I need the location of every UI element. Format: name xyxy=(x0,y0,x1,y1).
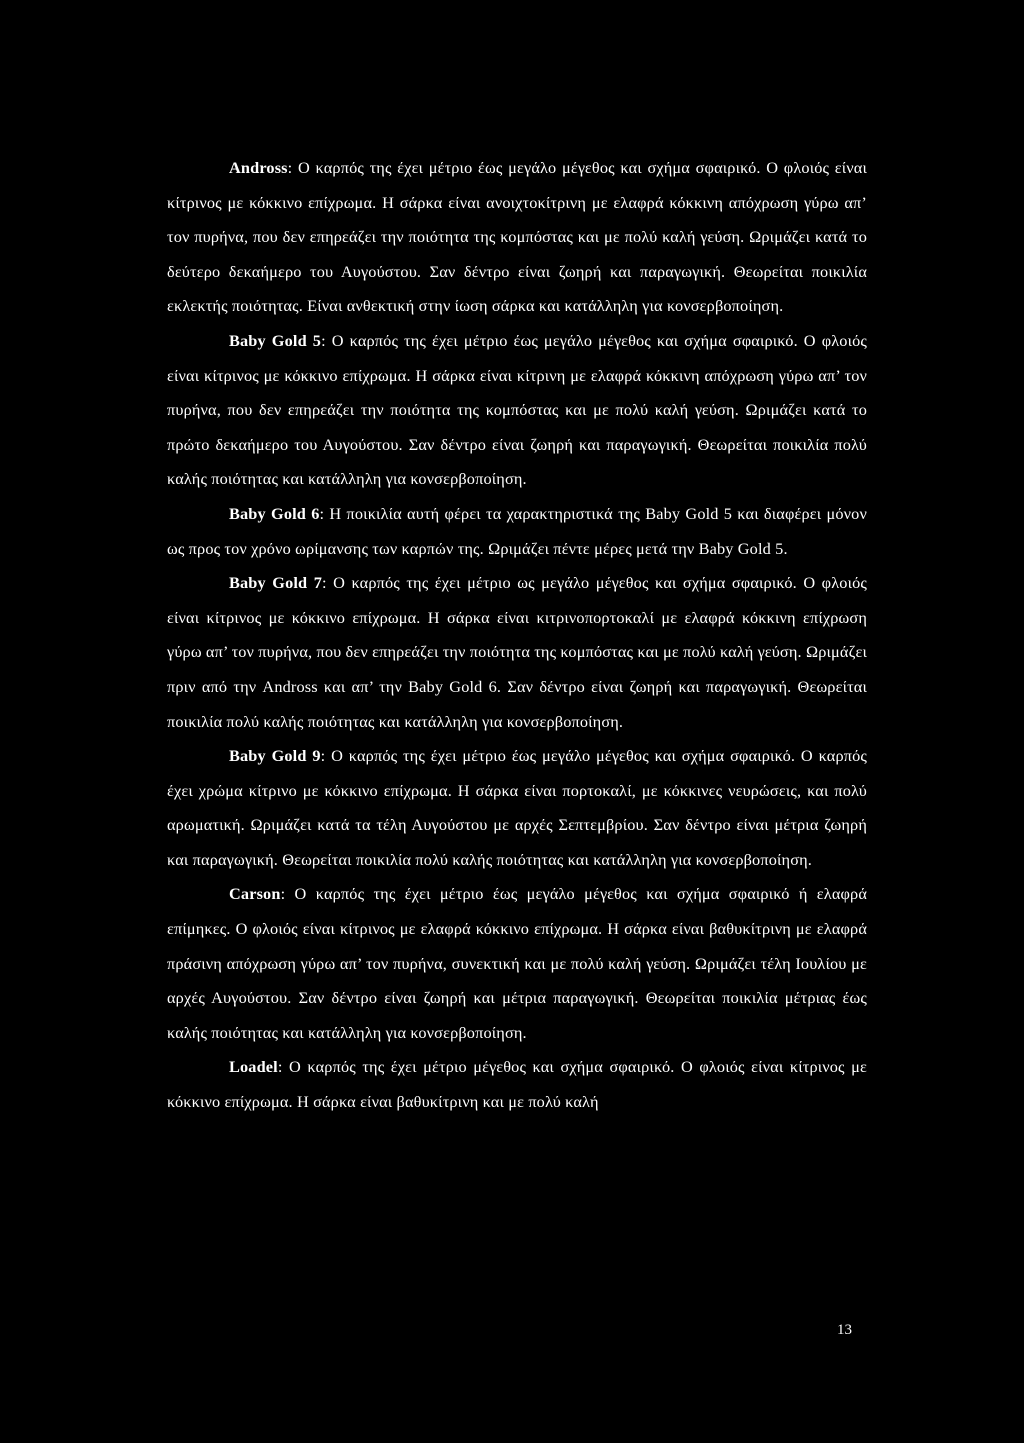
variety-name: Baby Gold 9 xyxy=(229,746,321,766)
variety-paragraph-baby-gold-7 xyxy=(167,566,867,739)
variety-name: Baby Gold 5 xyxy=(229,330,322,350)
document-page xyxy=(167,151,867,1120)
variety-description: : Ο καρπός της έχει μέτριο έως μεγάλο μέγεθος και σχήμα σφαιρικό. Ο φλοιός είναι κίτρινος με κόκκινο επίχρωμα. Η σάρκα είναι κίτρινη με ελαφρά κόκκινη απόχρωση γύρω απ’ τον πυρήνα, που δεν επηρεάζει την ποιότητα της κομπόστας και με πολύ καλή γεύση. Ωριμάζει κατά το πρώτο δεκαήμερο του Αυγούστου. Σαν δέντρο είναι ζωηρή και παραγωγική. Θεωρείται ποικιλία πολύ καλής ποιότητας και κατάλληλη για κονσερβοποίηση. xyxy=(167,330,867,489)
variety-description: : Η ποικιλία αυτή φέρει τα χαρακτηριστικά της Baby Gold 5 και διαφέρει μόνον ως προς τον χρόνο ωρίμανσης των καρπών της. Ωριμάζει πέντε μέρες μετά την Baby Gold 5. xyxy=(167,503,867,558)
variety-name: Baby Gold 6 xyxy=(229,503,320,523)
variety-description: : Ο καρπός της έχει μέτριο μέγεθος και σχήμα σφαιρικό. Ο φλοιός είναι κίτρινος με κόκκινο επίχρωμα. Η σάρκα είναι βαθυκίτρινη και με πολύ καλή xyxy=(167,1057,867,1112)
variety-paragraph-baby-gold-6 xyxy=(167,497,867,566)
variety-paragraph-carson xyxy=(167,877,867,1050)
variety-paragraph-baby-gold-5 xyxy=(167,324,867,497)
variety-name: Andross xyxy=(229,158,288,177)
variety-name: Loadel xyxy=(229,1057,278,1077)
variety-name: Carson xyxy=(229,884,281,904)
variety-description: : Ο καρπός της έχει μέτριο έως μεγάλο μέγεθος και σχήμα σφαιρικό ή ελαφρά επίμηκες. Ο φλοιός είναι κίτρινος με ελαφρά κόκκινο επίχρωμα. Η σάρκα είναι βαθυκίτρινη με ελαφρά πράσινη απόχρωση γύρω απ’ τον πυρήνα, συνεκτική και με πολύ καλή γεύση. Ωριμάζει τέλη Ιουλίου με αρχές Αυγούστου. Σαν δέντρο είναι ζωηρή και μέτρια παραγωγική. Θεωρείται ποικιλία μέτριας έως καλής ποιότητας και κατάλληλη για κονσερβοποίηση. xyxy=(167,884,867,1042)
variety-description: : Ο καρπός της έχει μέτριο έως μεγάλο μέγεθος και σχήμα σφαιρικό. Ο καρπός έχει χρώμα κίτρινο με κόκκινο επίχρωμα. Η σάρκα είναι πορτοκαλί, με κόκκινες νευρώσεις, και πολύ αρωματική. Ωριμάζει κατά τα τέλη Αυγούστου με αρχές Σεπτεμβρίου. Σαν δέντρο είναι μέτρια ζωηρή και παραγωγική. Θεωρείται ποικιλία πολύ καλής ποιότητας και κατάλληλη για κονσερβοποίηση. xyxy=(167,746,867,869)
variety-name: Baby Gold 7 xyxy=(229,573,322,593)
variety-description: : Ο καρπός της έχει μέτριο έως μεγάλο μέγεθος και σχήμα σφαιρικό. Ο φλοιός είναι κίτρινος με κόκκινο επίχρωμα. Η σάρκα είναι ανοιχτοκίτρινη με ελαφρά κόκκινη απόχρωση γύρω απ’ τον πυρήνα, που δεν επηρεάζει την ποιότητα της κομπόστας και με πολύ καλή γεύση. Ωριμάζει κατά το δεύτερο δεκαήμερο του Αυγούστου. Σαν δέντρο είναι ζωηρή και παραγωγική. Θεωρείται ποικιλία εκλεκτής ποιότητας. Είναι ανθεκτική στην ίωση σάρκα και κατάλληλη για κονσερβοποίηση. xyxy=(167,158,867,316)
variety-paragraph-loadel xyxy=(167,1050,867,1119)
page-number: 13 xyxy=(837,1322,852,1338)
variety-paragraph-andross xyxy=(167,151,867,324)
variety-paragraph-baby-gold-9 xyxy=(167,739,867,877)
variety-description: : Ο καρπός της έχει μέτριο ως μεγάλο μέγεθος και σχήμα σφαιρικό. Ο φλοιός είναι κίτρινος με κόκκινο επίχρωμα. Η σάρκα είναι κιτρινοπορτοκαλί με ελαφρά κόκκινη επίχρωση γύρω απ’ τον πυρήνα, που δεν επηρεάζει την ποιότητα της κομπόστας και με πολύ καλή γεύση. Ωριμάζει πριν από την Andross και απ’ την Baby Gold 6. Σαν δέντρο είναι ζωηρή και παραγωγική. Θεωρείται ποικιλία πολύ καλής ποιότητας και κατάλληλη για κονσερβοποίηση. xyxy=(167,573,867,731)
